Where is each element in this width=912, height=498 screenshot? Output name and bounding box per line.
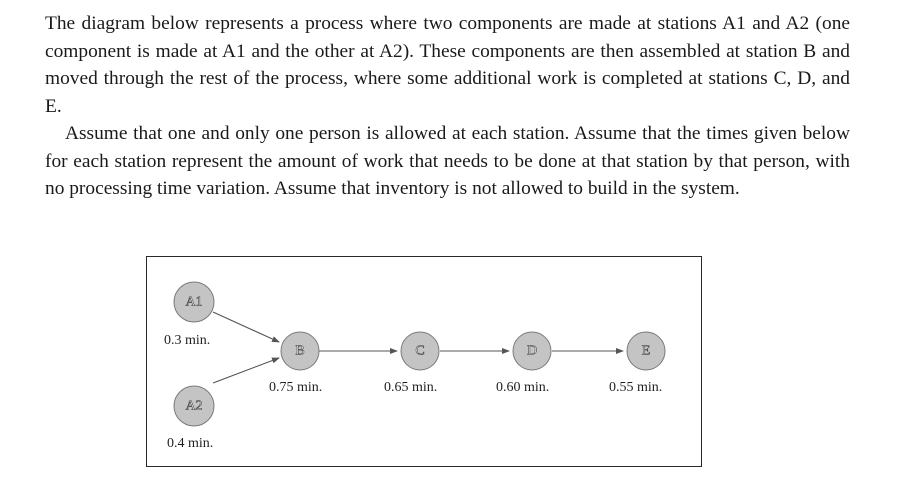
station-d-time: 0.60 min.	[496, 380, 550, 395]
station-c-label: C	[415, 343, 425, 359]
station-a1-time: 0.3 min.	[164, 333, 211, 348]
process-flow-svg	[147, 257, 703, 468]
station-d	[496, 332, 551, 395]
edge-a1-to-b	[213, 312, 279, 342]
station-b-time: 0.75 min.	[269, 380, 323, 395]
station-e-time: 0.55 min.	[609, 380, 663, 395]
station-e-label: E	[641, 343, 651, 359]
station-b-label: B	[295, 343, 305, 359]
station-a2	[167, 386, 214, 451]
paragraph-assumptions: Assume that one and only one person is allowed at each station. Assume that the times given below for each station represent the amount of work that needs to be done at that station by that person, with no processing time variation. Assume that inventory is not allowed to build in the system.	[45, 123, 850, 199]
station-c-time: 0.65 min.	[384, 380, 438, 395]
station-e	[609, 332, 665, 395]
station-a1	[164, 282, 214, 348]
station-a2-time: 0.4 min.	[167, 436, 214, 451]
station-a1-label: A1	[185, 294, 203, 310]
paragraph-description: The diagram below represents a process where two components are made at stations A1 and A2 (one component is made at A1 and the other at A2). These components are then assembled at station B and moved through the rest of the process, where some additional work is completed at stations C, D, and E.	[45, 13, 850, 117]
station-c	[384, 332, 439, 395]
problem-text	[45, 10, 850, 203]
station-d-label: D	[526, 343, 538, 359]
process-diagram	[146, 256, 702, 467]
station-a2-label: A2	[185, 398, 203, 414]
